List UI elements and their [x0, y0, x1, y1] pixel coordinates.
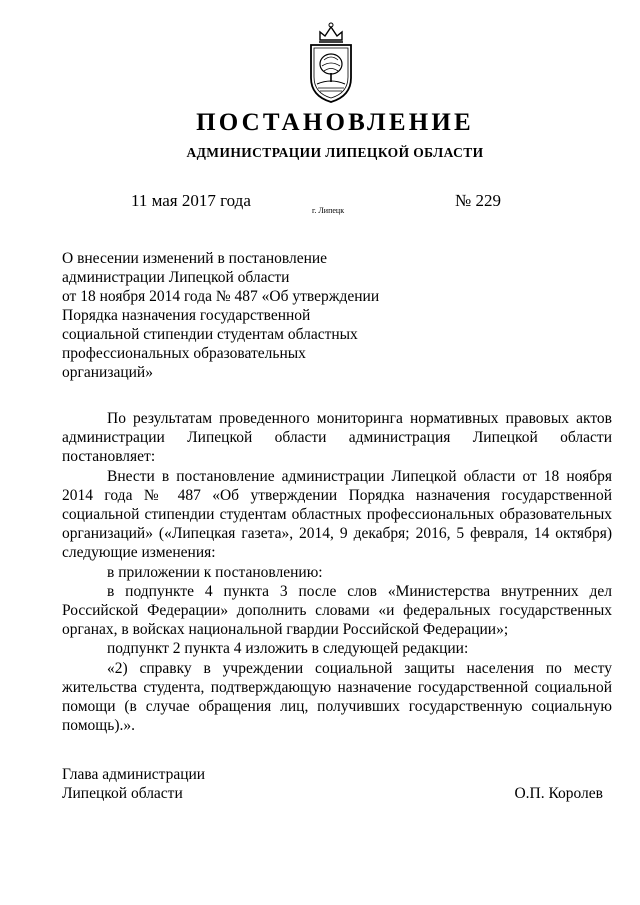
subject-line: социальной стипендии студентам областных: [62, 326, 358, 343]
document-number: № 229: [455, 191, 501, 210]
document-subject: [62, 249, 402, 382]
signatory-region: Липецкой области: [62, 785, 183, 802]
body-paragraph: Внести в постановление администрации Липецкой области от 18 ноября 2014 года № 487 «Об утверждении Порядка назначения государственной социальной стипендии студентам областных профессиональных образовательных организаций» («Липецкая газета», 2014, 9 декабря; 2016, 5 февраля, 14 октября) следующие изменения:: [62, 467, 612, 562]
signatory-position: Глава администрации: [62, 766, 206, 783]
body-paragraph: в приложении к постановлению:: [107, 563, 323, 581]
subject-line: от 18 ноября 2014 года № 487 «Об утверждении: [62, 288, 380, 305]
body-paragraph: По результатам проведенного мониторинга нормативных правовых актов администрации Липецкой области администрация Липецкой области постановляет:: [62, 410, 612, 466]
document-date: 11 мая 2017 года: [131, 191, 251, 210]
signature-block: [62, 765, 612, 803]
document-title: ПОСТАНОВЛЕНИЕ: [196, 109, 474, 136]
subject-line: О внесении изменений в постановление: [62, 250, 328, 267]
signatory-name: О.П. Королев: [514, 785, 603, 802]
subject-line: профессиональных образовательных: [62, 345, 306, 362]
body-paragraph: подпункт 2 пункта 4 изложить в следующей редакции:: [107, 640, 469, 658]
subject-line: Порядка назначения государственной: [62, 307, 311, 324]
subject-line: организаций»: [62, 364, 153, 381]
document-subtitle: АДМИНИСТРАЦИИ ЛИПЕЦКОЙ ОБЛАСТИ: [186, 145, 484, 160]
subject-line: администрации Липецкой области: [62, 269, 290, 286]
body-paragraph: «2) справку в учреждении социальной защиты населения по месту жительства студента, подтверждающую назначение государственной социальной помощи (в случае обращения лиц, получивших государственную социальную помощь).».: [62, 659, 612, 735]
document-body: [62, 409, 612, 735]
body-paragraph: в подпункте 4 пункта 3 после слов «Министерства внутренних дел Российской Федерации» дополнить словами «и федеральных государственных органах, в войсках национальной гвардии Российской Федерации»;: [62, 582, 612, 639]
document-city: г. Липецк: [312, 206, 345, 215]
lipetsk-coat-of-arms-icon: [306, 20, 356, 104]
